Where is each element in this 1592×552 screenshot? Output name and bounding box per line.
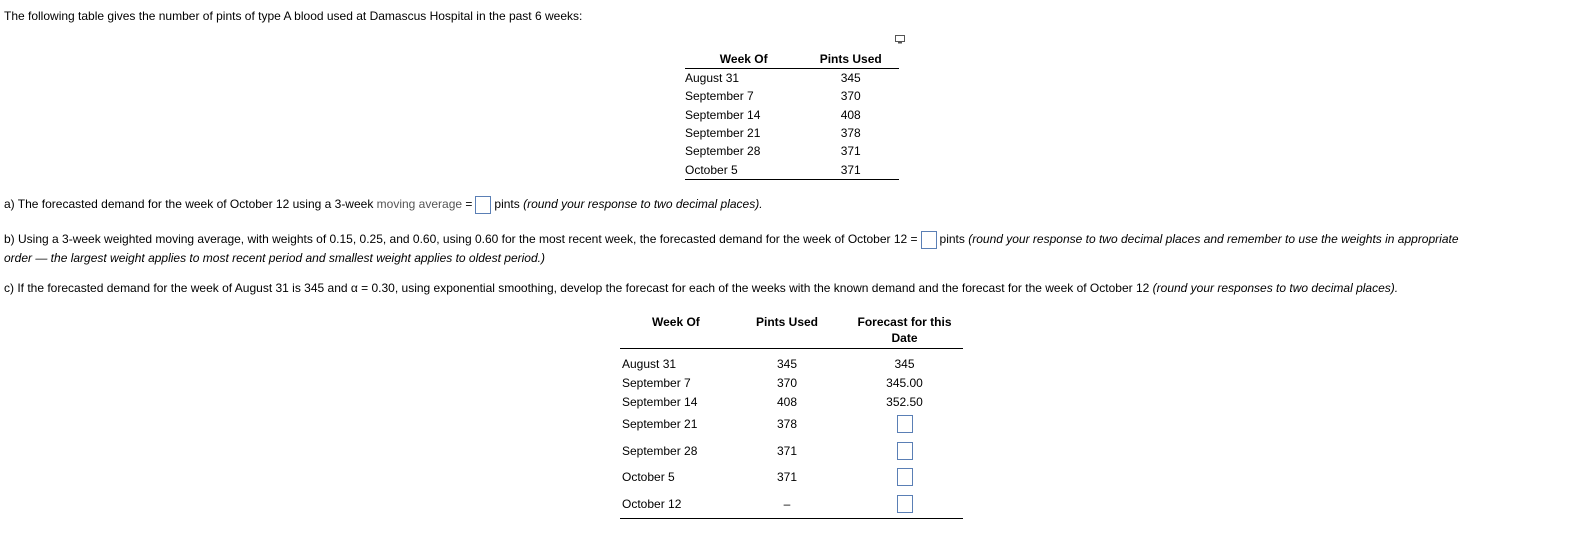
part-c-text: c) If the forecasted demand for the week of August 31 is 345 and α = 0.30, using exponential smoothing, develop the forecast for each of the weeks with the known demand and the forecast for the week of October 12 xyxy=(4,281,1150,295)
table-row xyxy=(685,69,899,88)
week-cell: September 21 xyxy=(685,126,761,141)
header-week-of: Week Of xyxy=(620,314,728,349)
week-cell: September 7 xyxy=(685,89,754,104)
table-row xyxy=(685,124,899,142)
week-cell: October 12 xyxy=(620,491,728,519)
forecast-cell: 352.50 xyxy=(886,394,923,409)
forecast-oct5-input[interactable] xyxy=(897,468,913,486)
part-a-note: (round your response to two decimal places). xyxy=(523,197,763,212)
part-b-answer-input[interactable] xyxy=(921,231,937,249)
copy-table-icon[interactable] xyxy=(895,35,905,44)
header-pints-used: Pints Used xyxy=(802,50,899,69)
part-a-unit: pints xyxy=(494,197,520,212)
table-row xyxy=(620,464,963,491)
week-cell: September 21 xyxy=(622,417,698,431)
forecast-sep28-input[interactable] xyxy=(897,442,913,460)
forecast-cell: 345.00 xyxy=(886,375,923,390)
pints-cell: 371 xyxy=(776,470,798,484)
pints-cell: – xyxy=(728,491,846,519)
header-pints-used: Pints Used xyxy=(728,314,846,349)
table-row xyxy=(620,393,963,411)
week-cell: August 31 xyxy=(622,356,677,371)
forecast-oct12-input[interactable] xyxy=(897,495,913,513)
intro-text: The following table gives the number of pints of type A blood used at Damascus Hospital in the past 6 weeks: xyxy=(4,9,583,23)
pints-cell: 378 xyxy=(840,126,861,141)
part-c-note: (round your responses to two decimal places). xyxy=(1152,281,1399,295)
part-b-note-continued xyxy=(4,251,545,265)
forecast-cell: 345 xyxy=(894,356,915,371)
week-cell: October 5 xyxy=(622,470,675,484)
part-b-note-line2: order — the largest weight applies to most recent period and smallest weight applies to oldest period.) xyxy=(4,251,545,265)
header-week-of: Week Of xyxy=(685,50,802,69)
pints-cell: 371 xyxy=(840,144,861,159)
week-cell: September 28 xyxy=(685,144,761,159)
part-a-answer-input[interactable] xyxy=(475,196,491,214)
pints-cell: 371 xyxy=(802,160,899,179)
part-b-text: b) Using a 3-week weighted moving average, with weights of 0.15, 0.25, and 0.60, using 0.60 for the most recent week, the forecasted demand for the week of October 12 = xyxy=(4,232,918,247)
table-row xyxy=(685,142,899,160)
forecast-cell xyxy=(846,491,963,519)
blood-usage-table xyxy=(685,50,899,180)
pints-cell: 378 xyxy=(776,417,798,431)
week-cell: September 14 xyxy=(622,394,698,409)
pints-cell: 370 xyxy=(840,89,861,104)
pints-cell: 345 xyxy=(776,356,798,371)
pints-cell: 345 xyxy=(840,71,861,86)
moving-average-term: moving average xyxy=(376,197,463,212)
part-b-note: (round your response to two decimal places and remember to use the weights in appropriate xyxy=(968,232,1459,247)
table-row xyxy=(685,87,899,105)
forecast-cell xyxy=(846,464,963,491)
table-row xyxy=(620,491,963,519)
part-c-question xyxy=(4,281,1398,295)
pints-cell: 408 xyxy=(840,107,861,122)
part-b-question xyxy=(4,231,1459,249)
table-row xyxy=(620,438,963,464)
part-a-question xyxy=(4,196,763,214)
part-a-text: a) The forecasted demand for the week of October 12 using a 3-week xyxy=(4,197,377,212)
table-row xyxy=(620,411,963,438)
week-cell: September 28 xyxy=(622,443,698,458)
forecast-cell xyxy=(846,438,963,464)
header-forecast-line2: Date xyxy=(891,331,918,345)
header-forecast xyxy=(846,314,963,349)
part-a-equals: = xyxy=(462,197,473,212)
week-cell: September 7 xyxy=(622,375,691,390)
week-cell: September 14 xyxy=(685,107,761,122)
forecast-sep21-input[interactable] xyxy=(897,415,913,433)
table-row xyxy=(685,160,899,179)
forecast-cell xyxy=(846,411,963,438)
exponential-smoothing-table xyxy=(620,314,963,519)
part-b-unit: pints xyxy=(939,232,965,247)
pints-cell: 370 xyxy=(776,375,798,390)
table-row xyxy=(620,349,963,373)
header-forecast-line1: Forecast for this xyxy=(857,315,952,329)
table-row xyxy=(620,373,963,393)
week-cell: October 5 xyxy=(685,160,802,179)
pints-cell: 408 xyxy=(776,394,798,409)
pints-cell: 371 xyxy=(776,443,798,458)
table-row xyxy=(685,106,899,124)
week-cell: August 31 xyxy=(685,71,740,86)
